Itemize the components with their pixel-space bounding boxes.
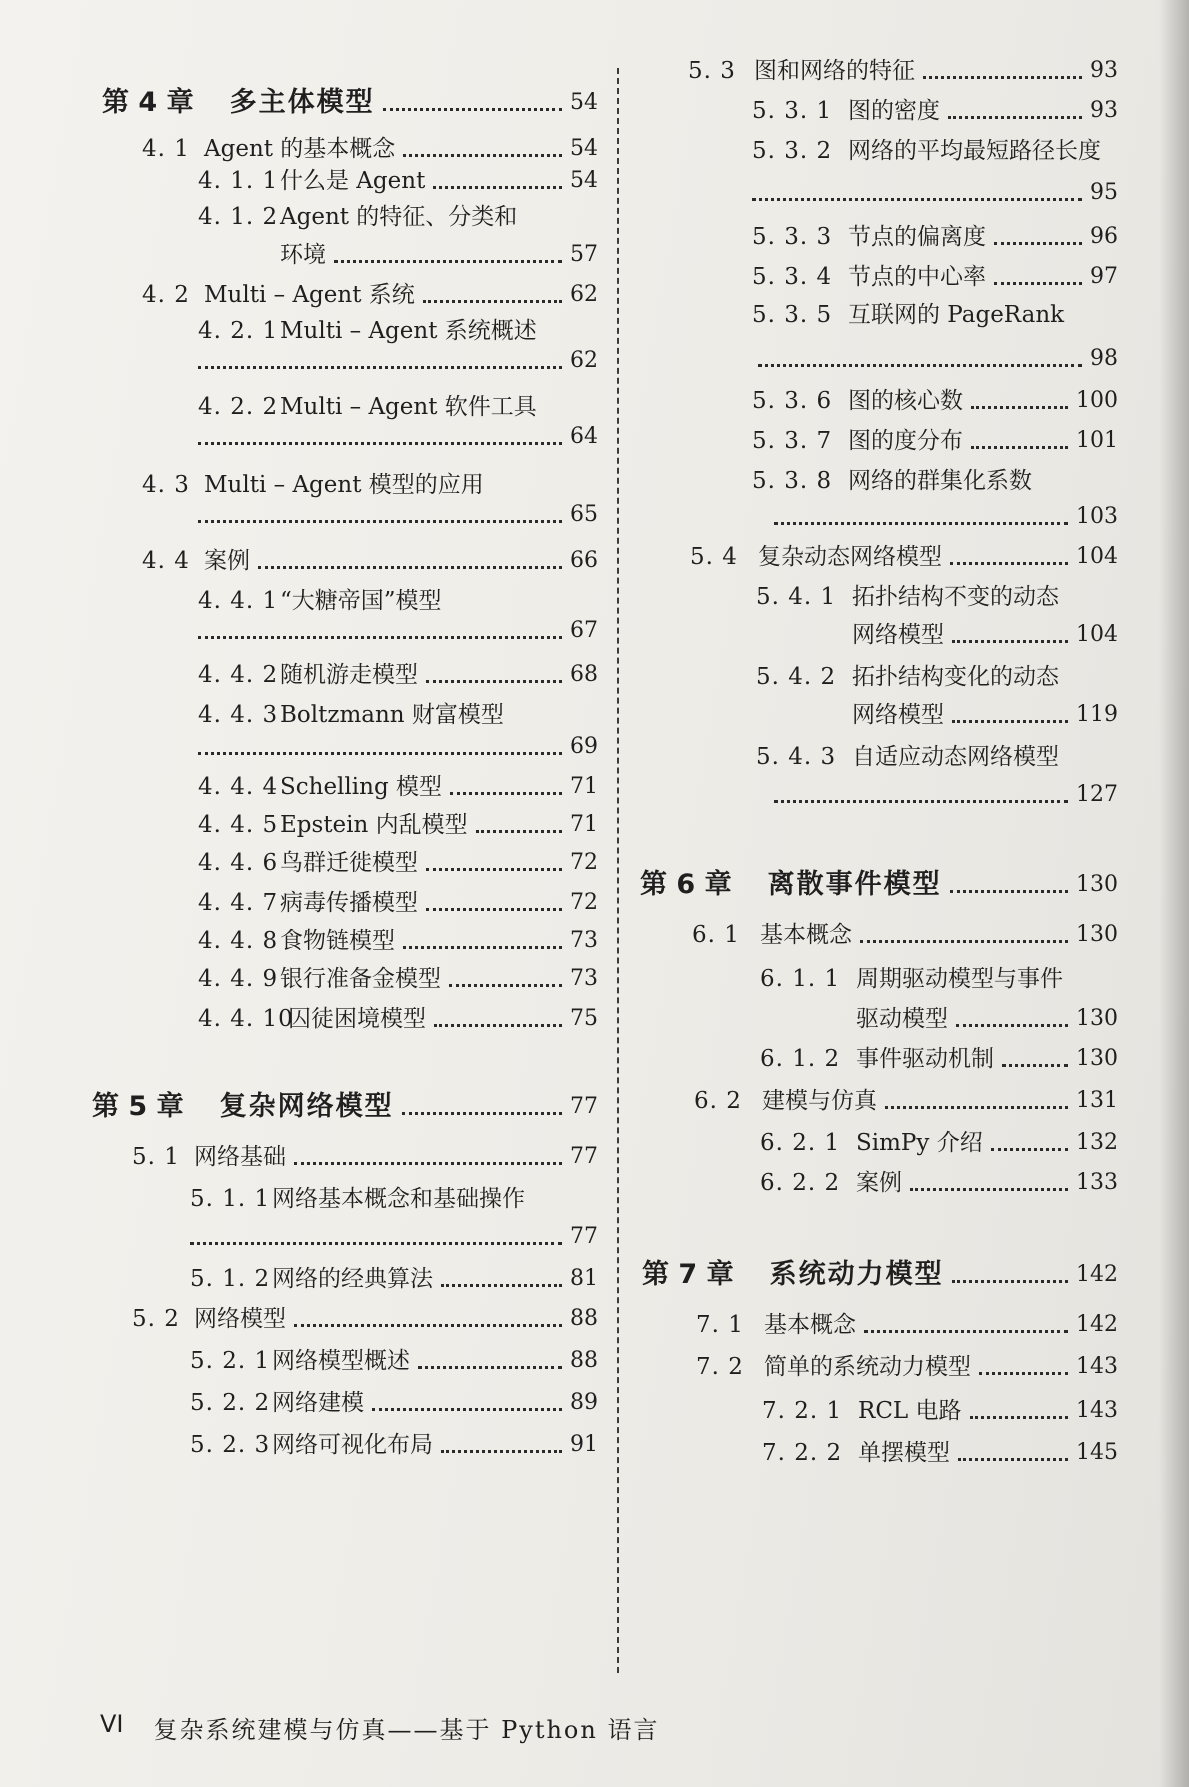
toc-subsection-4-2-1-leader[interactable] bbox=[198, 346, 598, 376]
subsection-number: 4. 1. 1 bbox=[198, 168, 279, 194]
subsection-number: 4. 4. 6 bbox=[198, 850, 279, 876]
dot-leader bbox=[971, 446, 1068, 449]
toc-subsection-5-3-2[interactable] bbox=[752, 136, 1118, 166]
page-number: 65 bbox=[570, 502, 598, 527]
dot-leader bbox=[860, 940, 1068, 943]
toc-subsection-5-1-1-leader[interactable] bbox=[190, 1222, 598, 1252]
chapter-title: 多主体模型 bbox=[229, 87, 375, 118]
page-number: 119 bbox=[1076, 702, 1118, 727]
subsection-title: Schelling 模型 bbox=[280, 774, 442, 800]
section-number: 6. 1 bbox=[692, 922, 740, 948]
subsection-title: 鸟群迁徙模型 bbox=[280, 850, 418, 876]
toc-subsection-4-4-8[interactable] bbox=[198, 926, 598, 956]
toc-subsection-5-4-3-leader[interactable] bbox=[774, 780, 1118, 810]
section-number: 4. 3 bbox=[142, 472, 190, 498]
subsection-title: 图的密度 bbox=[848, 98, 940, 124]
toc-subsection-7-2-2[interactable] bbox=[762, 1438, 1118, 1468]
page-number: 88 bbox=[570, 1348, 598, 1373]
page-number: 132 bbox=[1076, 1130, 1118, 1155]
section-number: 6. 2 bbox=[694, 1088, 742, 1114]
chapter-title: 复杂网络模型 bbox=[219, 1091, 394, 1122]
dot-leader bbox=[991, 1148, 1068, 1151]
subsection-number: 5. 3. 2 bbox=[752, 138, 833, 164]
dot-leader bbox=[994, 242, 1082, 245]
subsection-number: 4. 4. 9 bbox=[198, 966, 279, 992]
page-number: 142 bbox=[1076, 1312, 1118, 1337]
page-number: 133 bbox=[1076, 1170, 1118, 1195]
footer-book-title: 复杂系统建模与仿真——基于 Python 语言 bbox=[153, 1716, 660, 1744]
toc-subsection-4-4-3-leader[interactable] bbox=[198, 732, 598, 762]
toc-subsection-4-2-2[interactable] bbox=[198, 392, 598, 422]
footer-page-number: VI bbox=[100, 1710, 124, 1738]
subsection-title: 周期驱动模型与事件 bbox=[856, 966, 1063, 992]
page-number: 93 bbox=[1090, 58, 1118, 83]
page-number: 93 bbox=[1090, 98, 1118, 123]
dot-leader bbox=[190, 1242, 562, 1245]
page-number: 100 bbox=[1076, 388, 1118, 413]
subsection-number: 4. 2. 2 bbox=[198, 394, 279, 420]
section-title: 案例 bbox=[204, 548, 250, 574]
subsection-number: 5. 3. 5 bbox=[752, 302, 833, 328]
subsection-title: “大糖帝国”模型 bbox=[280, 588, 442, 614]
subsection-title: 囚徒困境模型 bbox=[288, 1006, 426, 1032]
subsection-title: RCL 电路 bbox=[858, 1398, 962, 1424]
subsection-number: 7. 2. 2 bbox=[762, 1440, 843, 1466]
dot-leader bbox=[433, 186, 562, 189]
page-number: 130 bbox=[1076, 922, 1118, 947]
page-number: 62 bbox=[570, 348, 598, 373]
subsection-title: 银行准备金模型 bbox=[280, 966, 441, 992]
toc-subsection-4-4-7[interactable] bbox=[198, 888, 598, 918]
subsection-number: 4. 4. 8 bbox=[198, 928, 279, 954]
subsection-title: 节点的中心率 bbox=[848, 264, 986, 290]
toc-subsection-5-1-1[interactable] bbox=[190, 1184, 598, 1214]
page-number: 54 bbox=[570, 168, 598, 193]
page-number: 131 bbox=[1076, 1088, 1118, 1113]
column-divider bbox=[617, 68, 619, 1673]
page-number: 88 bbox=[570, 1306, 598, 1331]
dot-leader bbox=[958, 1458, 1068, 1461]
subsection-title: 图的核心数 bbox=[848, 388, 963, 414]
toc-subsection-4-4-10[interactable] bbox=[198, 1004, 598, 1034]
dot-leader bbox=[402, 1112, 562, 1115]
toc-subsection-5-4-2-cont[interactable] bbox=[852, 700, 1118, 730]
subsection-title: 单摆模型 bbox=[858, 1440, 950, 1466]
toc-subsection-5-3-4[interactable] bbox=[752, 262, 1118, 292]
page-number: 68 bbox=[570, 662, 598, 687]
subsection-title: 网络基本概念和基础操作 bbox=[272, 1186, 525, 1212]
section-title: 简单的系统动力模型 bbox=[764, 1354, 971, 1380]
toc-section-7-1[interactable] bbox=[696, 1310, 1118, 1340]
toc-section-4-3[interactable] bbox=[142, 470, 598, 500]
dot-leader bbox=[774, 800, 1068, 803]
page-number: 72 bbox=[570, 850, 598, 875]
page-number: 54 bbox=[570, 136, 598, 161]
page-number: 77 bbox=[570, 1224, 598, 1249]
dot-leader bbox=[956, 1024, 1068, 1027]
page-number: 98 bbox=[1090, 346, 1118, 371]
dot-leader bbox=[258, 566, 562, 569]
section-number: 5. 4 bbox=[690, 544, 738, 570]
subsection-number: 6. 2. 1 bbox=[760, 1130, 841, 1156]
dot-leader bbox=[198, 366, 562, 369]
subsection-number: 4. 4. 7 bbox=[198, 890, 279, 916]
toc-section-4-4[interactable] bbox=[142, 546, 598, 576]
subsection-title: 互联网的 PageRank bbox=[848, 302, 1065, 328]
chapter-title: 系统动力模型 bbox=[769, 1259, 944, 1290]
subsection-number: 5. 2. 1 bbox=[190, 1348, 271, 1374]
toc-subsection-4-1-1[interactable] bbox=[198, 166, 598, 196]
subsection-title: 网络可视化布局 bbox=[272, 1432, 433, 1458]
subsection-title-cont: 网络模型 bbox=[852, 702, 944, 728]
toc-subsection-5-3-3[interactable] bbox=[752, 222, 1118, 252]
subsection-title: 拓扑结构不变的动态 bbox=[852, 584, 1059, 610]
dot-leader bbox=[752, 198, 1082, 201]
dot-leader bbox=[449, 984, 562, 987]
dot-leader bbox=[885, 1106, 1068, 1109]
page-number: 57 bbox=[570, 242, 598, 267]
dot-leader bbox=[426, 868, 562, 871]
section-title: Multi – Agent 系统 bbox=[204, 282, 415, 308]
toc-subsection-5-4-1[interactable] bbox=[756, 582, 1118, 612]
page-number: 71 bbox=[570, 774, 598, 799]
toc-subsection-7-2-1[interactable] bbox=[762, 1396, 1118, 1426]
page-number: 145 bbox=[1076, 1440, 1118, 1465]
page-number: 69 bbox=[570, 734, 598, 759]
dot-leader bbox=[198, 636, 562, 639]
toc-subsection-5-4-2[interactable] bbox=[756, 662, 1118, 692]
toc-subsection-4-1-2-cont[interactable] bbox=[280, 240, 598, 270]
subsection-number: 4. 4. 1 bbox=[198, 588, 279, 614]
page-number: 96 bbox=[1090, 224, 1118, 249]
subsection-title: Boltzmann 财富模型 bbox=[280, 702, 504, 728]
section-number: 4. 4 bbox=[142, 548, 190, 574]
toc-chapter-4[interactable] bbox=[102, 88, 598, 118]
subsection-title: 自适应动态网络模型 bbox=[852, 744, 1059, 770]
dot-leader bbox=[434, 1024, 562, 1027]
subsection-title: 随机游走模型 bbox=[280, 662, 418, 688]
dot-leader bbox=[952, 1280, 1068, 1283]
subsection-title: 案例 bbox=[856, 1170, 902, 1196]
page-number: 89 bbox=[570, 1390, 598, 1415]
dot-leader bbox=[952, 720, 1068, 723]
section-number: 7. 1 bbox=[696, 1312, 744, 1338]
subsection-number: 5. 3. 6 bbox=[752, 388, 833, 414]
subsection-number: 4. 4. 5 bbox=[198, 812, 279, 838]
dot-leader bbox=[994, 282, 1082, 285]
subsection-number: 6. 2. 2 bbox=[760, 1170, 841, 1196]
toc-subsection-5-3-5-leader[interactable] bbox=[758, 344, 1118, 374]
section-number: 5. 1 bbox=[132, 1144, 180, 1170]
toc-subsection-4-2-2-leader[interactable] bbox=[198, 422, 598, 452]
page-number: 101 bbox=[1076, 428, 1118, 453]
dot-leader bbox=[948, 116, 1082, 119]
toc-subsection-4-4-2[interactable] bbox=[198, 660, 598, 690]
toc-section-5-4[interactable] bbox=[690, 542, 1118, 572]
page-number: 77 bbox=[570, 1144, 598, 1169]
dot-leader bbox=[910, 1188, 1068, 1191]
page-number: 73 bbox=[570, 928, 598, 953]
page-number: 66 bbox=[570, 548, 598, 573]
page-number: 130 bbox=[1076, 1006, 1118, 1031]
subsection-number: 5. 3. 3 bbox=[752, 224, 833, 250]
section-title: 复杂动态网络模型 bbox=[758, 544, 942, 570]
section-title: 网络模型 bbox=[194, 1306, 286, 1332]
subsection-number: 5. 3. 7 bbox=[752, 428, 833, 454]
toc-subsection-5-2-2[interactable] bbox=[190, 1388, 598, 1418]
chapter-number: 第 4 章 bbox=[102, 87, 194, 118]
toc-subsection-5-3-5[interactable] bbox=[752, 300, 1118, 330]
toc-chapter-5[interactable] bbox=[92, 1092, 598, 1122]
dot-leader bbox=[979, 1372, 1068, 1375]
dot-leader bbox=[450, 792, 562, 795]
toc-subsection-5-2-3[interactable] bbox=[190, 1430, 598, 1460]
toc-subsection-4-4-3[interactable] bbox=[198, 700, 598, 730]
section-title: 基本概念 bbox=[764, 1312, 856, 1338]
dot-leader bbox=[403, 946, 562, 949]
chapter-title: 离散事件模型 bbox=[767, 869, 942, 900]
subsection-title: 网络的平均最短路径长度 bbox=[848, 138, 1101, 164]
toc-section-7-2[interactable] bbox=[696, 1352, 1118, 1382]
dot-leader bbox=[418, 1366, 562, 1369]
subsection-number: 5. 2. 3 bbox=[190, 1432, 271, 1458]
toc-subsection-4-2-1[interactable] bbox=[198, 316, 598, 346]
section-title: 基本概念 bbox=[760, 922, 852, 948]
subsection-number: 4. 2. 1 bbox=[198, 318, 279, 344]
section-title: 图和网络的特征 bbox=[754, 58, 915, 84]
subsection-title: 网络的群集化系数 bbox=[848, 468, 1032, 494]
subsection-number: 6. 1. 1 bbox=[760, 966, 841, 992]
toc-subsection-6-2-2[interactable] bbox=[760, 1168, 1118, 1198]
dot-leader bbox=[950, 562, 1068, 565]
toc-subsection-5-1-2[interactable] bbox=[190, 1264, 598, 1294]
subsection-title: 网络建模 bbox=[272, 1390, 364, 1416]
chapter-number: 第 6 章 bbox=[640, 869, 732, 900]
page-number: 103 bbox=[1076, 504, 1118, 529]
toc-subsection-6-1-1-cont[interactable] bbox=[856, 1004, 1118, 1034]
toc-subsection-5-4-1-cont[interactable] bbox=[852, 620, 1118, 650]
subsection-number: 5. 3. 1 bbox=[752, 98, 833, 124]
toc-section-6-2[interactable] bbox=[694, 1086, 1118, 1116]
subsection-title: 网络的经典算法 bbox=[272, 1266, 433, 1292]
page-edge-shadow bbox=[1159, 0, 1189, 1787]
subsection-title: 节点的偏离度 bbox=[848, 224, 986, 250]
dot-leader bbox=[198, 520, 562, 523]
subsection-number: 4. 1. 2 bbox=[198, 204, 279, 230]
subsection-number: 5. 1. 1 bbox=[190, 1186, 271, 1212]
toc-subsection-5-3-8[interactable] bbox=[752, 466, 1118, 496]
page-number: 142 bbox=[1076, 1262, 1118, 1287]
page-number: 71 bbox=[570, 812, 598, 837]
dot-leader bbox=[971, 406, 1068, 409]
section-number: 7. 2 bbox=[696, 1354, 744, 1380]
toc-subsection-5-3-7[interactable] bbox=[752, 426, 1118, 456]
toc-subsection-4-4-9[interactable] bbox=[198, 964, 598, 994]
dot-leader bbox=[952, 640, 1068, 643]
page-number: 130 bbox=[1076, 1046, 1118, 1071]
page-number: 104 bbox=[1076, 622, 1118, 647]
subsection-title-cont: 网络模型 bbox=[852, 622, 944, 648]
page-number: 54 bbox=[570, 90, 598, 115]
section-number: 4. 1 bbox=[142, 136, 190, 162]
page-number: 67 bbox=[570, 618, 598, 643]
section-number: 4. 2 bbox=[142, 282, 190, 308]
page-number: 104 bbox=[1076, 544, 1118, 569]
page-number: 127 bbox=[1076, 782, 1118, 807]
subsection-number: 6. 1. 2 bbox=[760, 1046, 841, 1072]
subsection-title: Multi – Agent 系统概述 bbox=[280, 318, 537, 344]
toc-subsection-5-3-8-leader[interactable] bbox=[774, 502, 1118, 532]
subsection-number: 5. 4. 3 bbox=[756, 744, 837, 770]
toc-section-5-3[interactable] bbox=[688, 56, 1118, 86]
subsection-number: 5. 1. 2 bbox=[190, 1266, 271, 1292]
dot-leader bbox=[423, 300, 562, 303]
dot-leader bbox=[334, 260, 562, 263]
dot-leader bbox=[383, 108, 562, 111]
subsection-number: 4. 4. 3 bbox=[198, 702, 279, 728]
toc-subsection-5-2-1[interactable] bbox=[190, 1346, 598, 1376]
toc-chapter-7[interactable] bbox=[642, 1260, 1118, 1290]
subsection-number: 4. 4. 4 bbox=[198, 774, 279, 800]
subsection-title: 食物链模型 bbox=[280, 928, 395, 954]
dot-leader bbox=[294, 1162, 562, 1165]
page-number: 64 bbox=[570, 424, 598, 449]
dot-leader bbox=[923, 76, 1082, 79]
dot-leader bbox=[950, 890, 1068, 893]
subsection-title: Agent 的特征、分类和 bbox=[280, 204, 518, 230]
subsection-title: 什么是 Agent bbox=[280, 168, 426, 194]
dot-leader bbox=[198, 752, 562, 755]
chapter-number: 第 7 章 bbox=[642, 1259, 734, 1290]
page-number: 97 bbox=[1090, 264, 1118, 289]
page-number: 95 bbox=[1090, 180, 1118, 205]
dot-leader bbox=[758, 364, 1082, 367]
toc-subsection-4-4-4[interactable] bbox=[198, 772, 598, 802]
dot-leader bbox=[774, 522, 1068, 525]
toc-subsection-6-2-1[interactable] bbox=[760, 1128, 1118, 1158]
chapter-number: 第 5 章 bbox=[92, 1091, 184, 1122]
page-number: 62 bbox=[570, 282, 598, 307]
subsection-title: Epstein 内乱模型 bbox=[280, 812, 468, 838]
page-footer bbox=[100, 1710, 659, 1745]
dot-leader bbox=[441, 1284, 562, 1287]
dot-leader bbox=[970, 1416, 1069, 1419]
toc-section-5-2[interactable] bbox=[132, 1304, 598, 1334]
page-number: 81 bbox=[570, 1266, 598, 1291]
subsection-title: 图的度分布 bbox=[848, 428, 963, 454]
toc-subsection-5-4-3[interactable] bbox=[756, 742, 1118, 772]
section-number: 5. 2 bbox=[132, 1306, 180, 1332]
subsection-number: 5. 4. 1 bbox=[756, 584, 837, 610]
toc-subsection-6-1-2[interactable] bbox=[760, 1044, 1118, 1074]
toc-subsection-5-3-2-leader[interactable] bbox=[752, 178, 1118, 208]
page-number: 143 bbox=[1076, 1354, 1118, 1379]
subsection-title: SimPy 介绍 bbox=[856, 1130, 983, 1156]
page-number: 73 bbox=[570, 966, 598, 991]
page-number: 77 bbox=[570, 1094, 598, 1119]
dot-leader bbox=[294, 1324, 562, 1327]
section-title: Multi – Agent 模型的应用 bbox=[204, 472, 484, 498]
toc-section-5-1[interactable] bbox=[132, 1142, 598, 1172]
subsection-number: 5. 4. 2 bbox=[756, 664, 837, 690]
dot-leader bbox=[198, 442, 562, 445]
toc-subsection-4-4-5[interactable] bbox=[198, 810, 598, 840]
dot-leader bbox=[372, 1408, 562, 1411]
dot-leader bbox=[441, 1450, 562, 1453]
dot-leader bbox=[864, 1330, 1068, 1333]
toc-subsection-4-1-2[interactable] bbox=[198, 202, 598, 232]
subsection-number: 5. 3. 8 bbox=[752, 468, 833, 494]
toc-section-4-3-leader[interactable] bbox=[198, 500, 598, 530]
subsection-number: 4. 4. 10 bbox=[198, 1006, 294, 1032]
subsection-number: 5. 2. 2 bbox=[190, 1390, 271, 1416]
section-title: Agent 的基本概念 bbox=[204, 136, 396, 162]
toc-subsection-4-4-1-leader[interactable] bbox=[198, 616, 598, 646]
page-number: 130 bbox=[1076, 872, 1118, 897]
page-number: 91 bbox=[570, 1432, 598, 1457]
subsection-title: 事件驱动机制 bbox=[856, 1046, 994, 1072]
subsection-title-cont: 环境 bbox=[280, 242, 326, 268]
section-number: 5. 3 bbox=[688, 58, 736, 84]
subsection-title: Multi – Agent 软件工具 bbox=[280, 394, 537, 420]
subsection-title: 网络模型概述 bbox=[272, 1348, 410, 1374]
dot-leader bbox=[1002, 1064, 1068, 1067]
subsection-title-cont: 驱动模型 bbox=[856, 1006, 948, 1032]
toc-section-4-1[interactable] bbox=[142, 134, 598, 164]
subsection-number: 5. 3. 4 bbox=[752, 264, 833, 290]
subsection-title: 拓扑结构变化的动态 bbox=[852, 664, 1059, 690]
subsection-number: 7. 2. 1 bbox=[762, 1398, 843, 1424]
dot-leader bbox=[426, 908, 562, 911]
section-title: 网络基础 bbox=[194, 1144, 286, 1170]
toc-section-6-1[interactable] bbox=[692, 920, 1118, 950]
subsection-number: 4. 4. 2 bbox=[198, 662, 279, 688]
page-number: 75 bbox=[570, 1006, 598, 1031]
page-number: 72 bbox=[570, 890, 598, 915]
section-title: 建模与仿真 bbox=[762, 1088, 877, 1114]
page-number: 143 bbox=[1076, 1398, 1118, 1423]
toc-subsection-5-3-6[interactable] bbox=[752, 386, 1118, 416]
toc-chapter-6[interactable] bbox=[640, 870, 1118, 900]
toc-section-4-2[interactable] bbox=[142, 280, 598, 310]
toc-subsection-6-1-1[interactable] bbox=[760, 964, 1118, 994]
toc-subsection-4-4-1[interactable] bbox=[198, 586, 598, 616]
dot-leader bbox=[403, 154, 562, 157]
dot-leader bbox=[476, 830, 562, 833]
toc-subsection-5-3-1[interactable] bbox=[752, 96, 1118, 126]
dot-leader bbox=[426, 680, 562, 683]
toc-subsection-4-4-6[interactable] bbox=[198, 848, 598, 878]
subsection-title: 病毒传播模型 bbox=[280, 890, 418, 916]
